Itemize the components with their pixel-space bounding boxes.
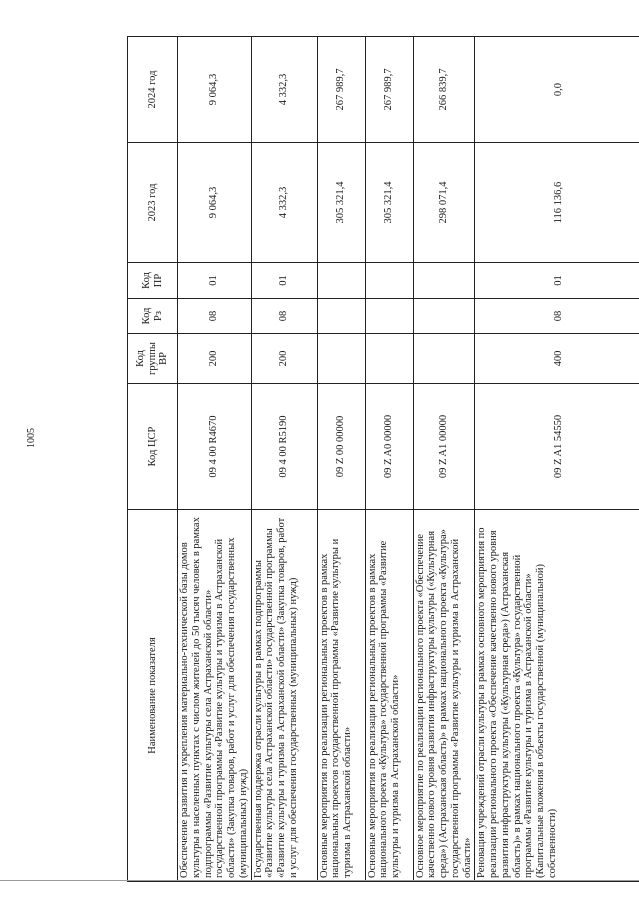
table-header-row xyxy=(128,37,178,882)
cell-rz xyxy=(413,299,475,334)
page-bottom-rule xyxy=(0,880,639,881)
budget-table xyxy=(127,36,639,882)
cell-2024: 267 989,7 xyxy=(317,37,365,143)
cell-rz: 08 xyxy=(251,299,317,334)
header-pr: Код ПР xyxy=(128,263,178,299)
cell-pr: 01 xyxy=(178,263,252,299)
cell-2024: 4 332,3 xyxy=(251,37,317,143)
table-row xyxy=(251,37,317,882)
cell-rz: 08 xyxy=(475,299,639,334)
cell-name: Обеспечение развития и укрепления материально-технической базы домов культуры в населенных пунктах с числом жителей до 50 тысяч человек в рамках подпрограммы «Развитие культуры села Астраханской области» государственной программы «Развитие культуры и туризма в Астраханской области» (Закупка товаров, работ и услуг для обеспечения государственных (муниципальных) нужд) xyxy=(178,510,252,882)
cell-pr: 01 xyxy=(251,263,317,299)
cell-csr: 09 4 00 R4670 xyxy=(178,384,252,510)
cell-2024: 267 989,7 xyxy=(365,37,413,143)
cell-pr: 01 xyxy=(475,263,639,299)
header-vr: Код группы ВР xyxy=(128,334,178,384)
table-row xyxy=(178,37,252,882)
header-rz: Код Рз xyxy=(128,299,178,334)
cell-rz: 08 xyxy=(178,299,252,334)
cell-2023: 298 071,4 xyxy=(413,143,475,263)
cell-2024: 9 064,3 xyxy=(178,37,252,143)
cell-csr: 09 Z A1 54550 xyxy=(475,384,639,510)
cell-name: Основное мероприятие по реализации регионального проекта «Обеспечение качественно нового уровня развития инфраструктуры культуры («Культурная среда») (Астраханская область)» в рамках национального проекта «Культура» государственной программы «Развитие культуры и туризма в Астраханской области» xyxy=(413,510,475,882)
header-name: Наименование показателя xyxy=(128,510,178,882)
header-csr: Код ЦСР xyxy=(128,384,178,510)
table-row xyxy=(365,37,413,882)
cell-csr: 09 Z 00 00000 xyxy=(317,384,365,510)
cell-2023: 305 321,4 xyxy=(365,143,413,263)
cell-name: Основные мероприятия по реализации региональных проектов в рамках национального проекта «Культура» государственной программы «Развитие культуры и туризма в Астраханской области» xyxy=(365,510,413,882)
cell-2024: 0,0 xyxy=(475,37,639,143)
cell-2023: 116 136,6 xyxy=(475,143,639,263)
cell-rz xyxy=(317,299,365,334)
cell-csr: 09 Z A1 00000 xyxy=(413,384,475,510)
cell-vr: 200 xyxy=(178,334,252,384)
cell-vr: 200 xyxy=(251,334,317,384)
table-row xyxy=(317,37,365,882)
cell-name: Государственная поддержка отрасли культуры в рамках подпрограммы «Развитие культуры села Астраханской области» государственной программы «Развитие культуры и туризма в Астраханской области» (Закупка товаров, работ и услуг для обеспечения государственных (муниципальных) нужд) xyxy=(251,510,317,882)
page-number: 1005 xyxy=(26,428,37,448)
cell-name: Основные мероприятия по реализации региональных проектов в рамках национальных проектов государственной программы «Развитие культуры и туризма в Астраханской области» xyxy=(317,510,365,882)
cell-name: Реновация учреждений отрасли культуры в рамках основного мероприятия по реализации регионального проекта «Обеспечение качественно нового уровня развития инфраструктуры культуры («Культурная среда») (Астраханская область)» в рамках национального проекта «Культура» государственной программы «Развитие культуры и туризма в Астраханской области» (Капитальные вложения в объекты государственной (муниципальной) собственности) xyxy=(475,510,639,882)
cell-2023: 305 321,4 xyxy=(317,143,365,263)
cell-2023: 9 064,3 xyxy=(178,143,252,263)
cell-csr: 09 4 00 R5190 xyxy=(251,384,317,510)
cell-vr xyxy=(413,334,475,384)
cell-vr xyxy=(317,334,365,384)
header-2024: 2024 год xyxy=(128,37,178,143)
cell-vr: 400 xyxy=(475,334,639,384)
table-row xyxy=(475,37,639,882)
cell-2024: 266 839,7 xyxy=(413,37,475,143)
header-2023: 2023 год xyxy=(128,143,178,263)
cell-vr xyxy=(365,334,413,384)
cell-pr xyxy=(317,263,365,299)
budget-table-rotated xyxy=(127,37,628,882)
cell-2023: 4 332,3 xyxy=(251,143,317,263)
cell-csr: 09 Z A0 00000 xyxy=(365,384,413,510)
cell-rz xyxy=(365,299,413,334)
cell-pr xyxy=(413,263,475,299)
table-row xyxy=(413,37,475,882)
cell-pr xyxy=(365,263,413,299)
